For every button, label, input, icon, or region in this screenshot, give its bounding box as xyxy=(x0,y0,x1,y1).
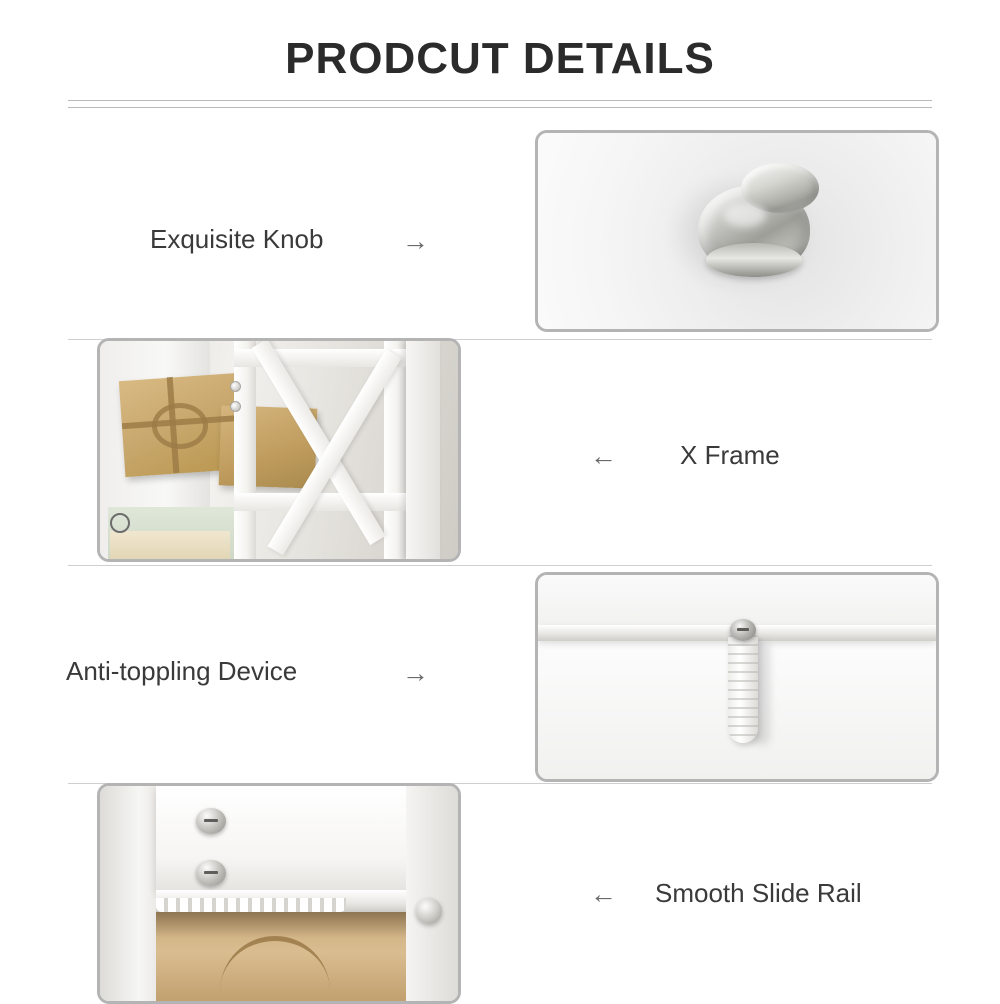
anti-tip-strap xyxy=(728,635,758,743)
slide-rail-photo xyxy=(97,783,461,1004)
page-header xyxy=(0,0,1000,118)
drawer-front xyxy=(156,786,406,890)
feature-label-anti-toppling: Anti-toppling Device xyxy=(66,656,298,686)
drawer-cavity-shadow xyxy=(156,912,406,938)
feature-label-knob: Exquisite Knob xyxy=(150,224,324,254)
feature-label-x-frame: X Frame xyxy=(680,440,780,470)
anti-toppling-photo xyxy=(535,572,939,782)
arrow-right-icon-anti-toppling: → xyxy=(402,658,429,688)
x-frame-photo xyxy=(97,338,461,562)
row-separator-2 xyxy=(68,565,932,566)
cabinet-side-panel-right xyxy=(406,786,458,1001)
twine-bow xyxy=(152,403,208,449)
header-rule-top xyxy=(68,100,932,101)
page-title: PRODCUT DETAILS xyxy=(285,34,715,83)
knob-rim xyxy=(706,243,802,277)
drawer-screw-bottom-icon xyxy=(196,860,226,886)
x-frame-screw-top xyxy=(230,381,241,392)
shelf-item-cream xyxy=(110,531,230,559)
x-frame-screw-bottom xyxy=(230,401,241,412)
knob-highlight xyxy=(724,203,766,227)
header-rule-bottom xyxy=(68,107,932,108)
x-frame-post-left xyxy=(234,341,256,559)
slide-rail-texture xyxy=(156,898,346,912)
cabinet-door-edge xyxy=(406,341,440,559)
feature-label-slide-rail: Smooth Slide Rail xyxy=(655,878,862,908)
arrow-right-icon-knob: → xyxy=(402,226,429,256)
cabinet-top-surface xyxy=(538,575,936,625)
decorative-circle xyxy=(110,513,130,533)
arrow-left-icon-x-frame: ← xyxy=(590,441,617,471)
drawer-knob xyxy=(416,898,442,924)
cabinet-side-panel-left xyxy=(100,786,156,1001)
x-frame-rail-bottom xyxy=(234,493,406,511)
knob-photo xyxy=(535,130,939,332)
drawer-screw-top-icon xyxy=(196,808,226,834)
strap-texture xyxy=(728,635,758,743)
arrow-left-icon-slide-rail: ← xyxy=(590,879,617,909)
strap-screw-icon xyxy=(730,619,756,641)
